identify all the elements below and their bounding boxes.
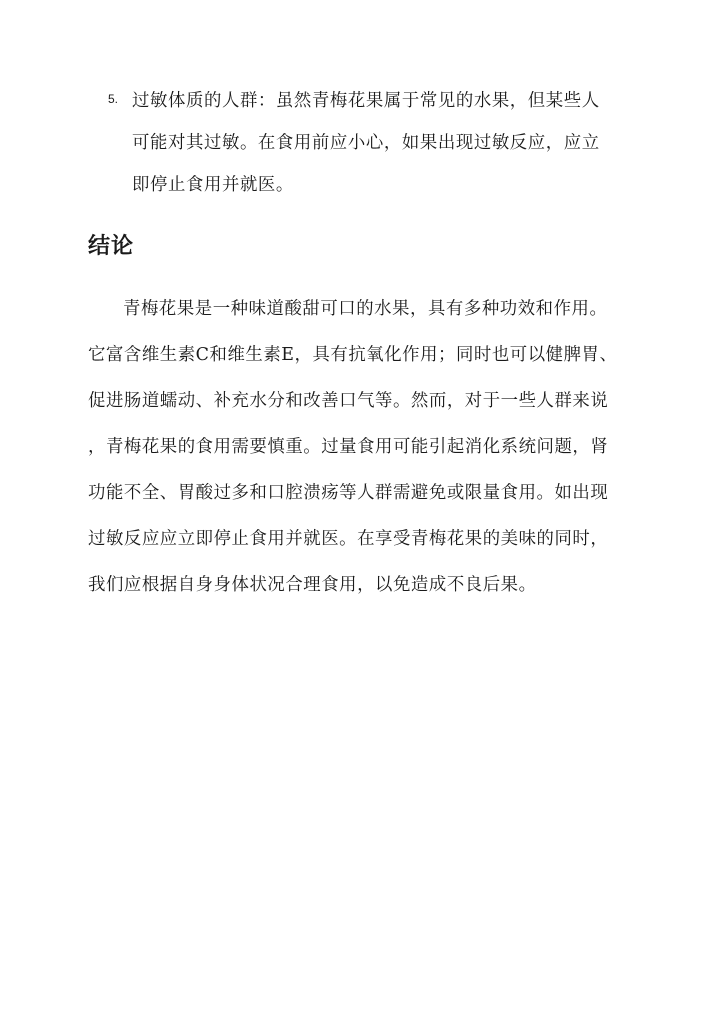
paragraph-line: 促进肠道蠕动、补充水分和改善口气等。然而，对于一些人群来说 bbox=[88, 391, 609, 411]
paragraph-line: 我们应根据自身身体状况合理食用，以免造成不良后果。 bbox=[88, 575, 537, 595]
list-item-line: 即停止食用并就医。 bbox=[132, 175, 294, 195]
list-number: 5. bbox=[108, 92, 119, 106]
paragraph-line: 过敏反应应立即停止食用并就医。在享受青梅花果的美味的同时， bbox=[88, 529, 609, 549]
list-item-line: 过敏体质的人群：虽然青梅花果属于常见的水果，但某些人 bbox=[132, 91, 600, 111]
paragraph-line: ，青梅花果的食用需要慎重。过量食用可能引起消化系统问题，肾 bbox=[88, 437, 609, 457]
paragraph-line: 青梅花果是一种味道酸甜可口的水果，具有多种功效和作用。 bbox=[123, 299, 608, 319]
paragraph-line: 功能不全、胃酸过多和口腔溃疡等人群需避免或限量食用。如出现 bbox=[88, 483, 609, 503]
section-heading: 结论 bbox=[88, 233, 135, 259]
paragraph-line: 它富含维生素C和维生素E，具有抗氧化作用；同时也可以健脾胃、 bbox=[88, 345, 618, 365]
list-item-line: 可能对其过敏。在食用前应小心，如果出现过敏反应，应立 bbox=[132, 133, 600, 153]
